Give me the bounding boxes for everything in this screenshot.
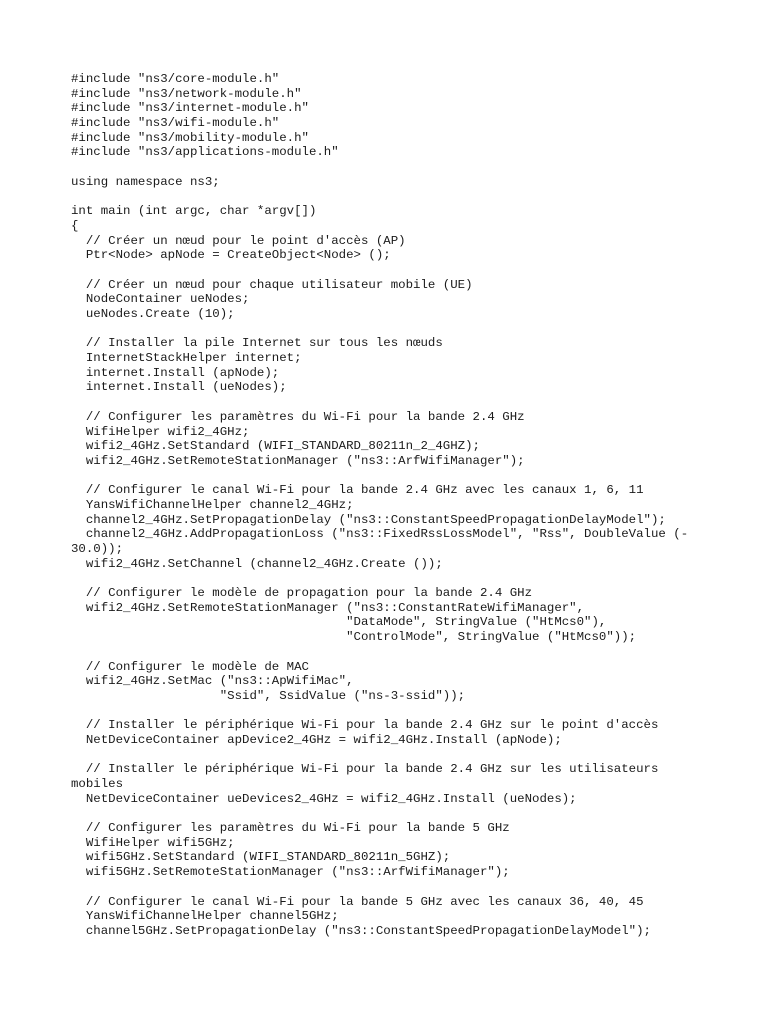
code-line: #include "ns3/mobility-module.h" [71,130,309,145]
code-line: // Configurer les paramètres du Wi-Fi pour la bande 5 GHz [71,821,510,836]
code-line: internet.Install (ueNodes); [71,380,287,395]
code-line [71,571,711,586]
code-line [71,469,711,484]
code-line: wifi5GHz.SetRemoteStationManager ("ns3::ArfWifiManager"); [71,865,510,880]
code-line: wifi2_4GHz.SetRemoteStationManager ("ns3::ConstantRateWifiManager", [71,600,585,615]
code-line: wifi2_4GHz.SetStandard (WIFI_STANDARD_80211n_2_4GHZ); [71,439,480,454]
code-line [71,704,711,719]
code-line: 30.0)); [71,542,124,556]
code-line: // Configurer le modèle de propagation pour la bande 2.4 GHz [71,586,533,601]
code-line: WifiHelper wifi5GHz; [71,835,235,850]
code-line: WifiHelper wifi2_4GHz; [71,424,250,439]
code-line: internet.Install (apNode); [71,365,280,380]
code-line: // Configurer les paramètres du Wi-Fi pour la bande 2.4 GHz [71,409,525,424]
code-line: // Installer le périphérique Wi-Fi pour la bande 2.4 GHz sur le point d'accès [71,718,659,733]
code-line [71,806,711,821]
code-line: channel2_4GHz.AddPropagationLoss ("ns3::FixedRssLossModel", "Rss", DoubleValue (- [71,527,689,542]
code-line: ueNodes.Create (10); [71,307,235,321]
code-line [71,880,711,895]
code-line: // Configurer le modèle de MAC [71,659,309,674]
code-line: wifi2_4GHz.SetChannel (channel2_4GHz.Create ()); [71,556,443,571]
code-line [71,748,711,763]
code-line: // Configurer le canal Wi-Fi pour la bande 5 GHz avec les canaux 36, 40, 45 [71,894,644,909]
code-line: "Ssid", SsidValue ("ns-3-ssid")); [71,688,466,703]
code-line: // Installer la pile Internet sur tous les nœuds [71,336,443,351]
code-line: NetDeviceContainer apDevice2_4GHz = wifi2_4GHz.Install (apNode); [71,732,562,747]
code-line: // Installer le périphérique Wi-Fi pour la bande 2.4 GHz sur les utilisateurs [71,762,659,777]
code-line [71,263,711,278]
code-line: wifi2_4GHz.SetRemoteStationManager ("ns3::ArfWifiManager"); [71,453,525,468]
code-line: mobiles [71,777,124,791]
code-line: "ControlMode", StringValue ("HtMcs0")); [71,630,637,645]
code-line: // Créer un nœud pour le point d'accès (AP) [71,233,406,248]
code-line: channel5GHz.SetPropagationDelay ("ns3::ConstantSpeedPropagationDelayModel"); [71,923,651,938]
code-line: NetDeviceContainer ueDevices2_4GHz = wifi2_4GHz.Install (ueNodes); [71,791,577,806]
code-line: channel2_4GHz.SetPropagationDelay ("ns3::ConstantSpeedPropagationDelayModel"); [71,512,666,527]
code-line: wifi5GHz.SetStandard (WIFI_STANDARD_80211n_5GHZ); [71,850,451,865]
code-line [71,190,711,205]
code-line [71,160,711,175]
code-line: #include "ns3/internet-module.h" [71,101,309,116]
code-block [71,72,711,939]
code-line: "DataMode", StringValue ("HtMcs0"), [71,615,607,630]
code-line: Ptr<Node> apNode = CreateObject<Node> (); [71,248,391,263]
code-line: #include "ns3/core-module.h" [71,72,280,86]
code-line: #include "ns3/wifi-module.h" [71,116,280,131]
code-line: wifi2_4GHz.SetMac ("ns3::ApWifiMac", [71,674,354,689]
code-line [71,645,711,660]
code-line: YansWifiChannelHelper channel5GHz; [71,909,339,924]
code-line: int main (int argc, char *argv[]) [71,204,317,219]
code-line: // Configurer le canal Wi-Fi pour la bande 2.4 GHz avec les canaux 1, 6, 11 [71,483,644,498]
code-line: #include "ns3/applications-module.h" [71,145,339,160]
code-line: // Créer un nœud pour chaque utilisateur mobile (UE) [71,277,473,292]
code-line: NodeContainer ueNodes; [71,292,250,307]
code-line: #include "ns3/network-module.h" [71,86,302,101]
code-line: { [71,218,79,233]
code-line: YansWifiChannelHelper channel2_4GHz; [71,497,354,512]
code-line [71,395,711,410]
code-line: InternetStackHelper internet; [71,351,302,366]
code-line: using namespace ns3; [71,174,220,189]
code-line [71,322,711,337]
